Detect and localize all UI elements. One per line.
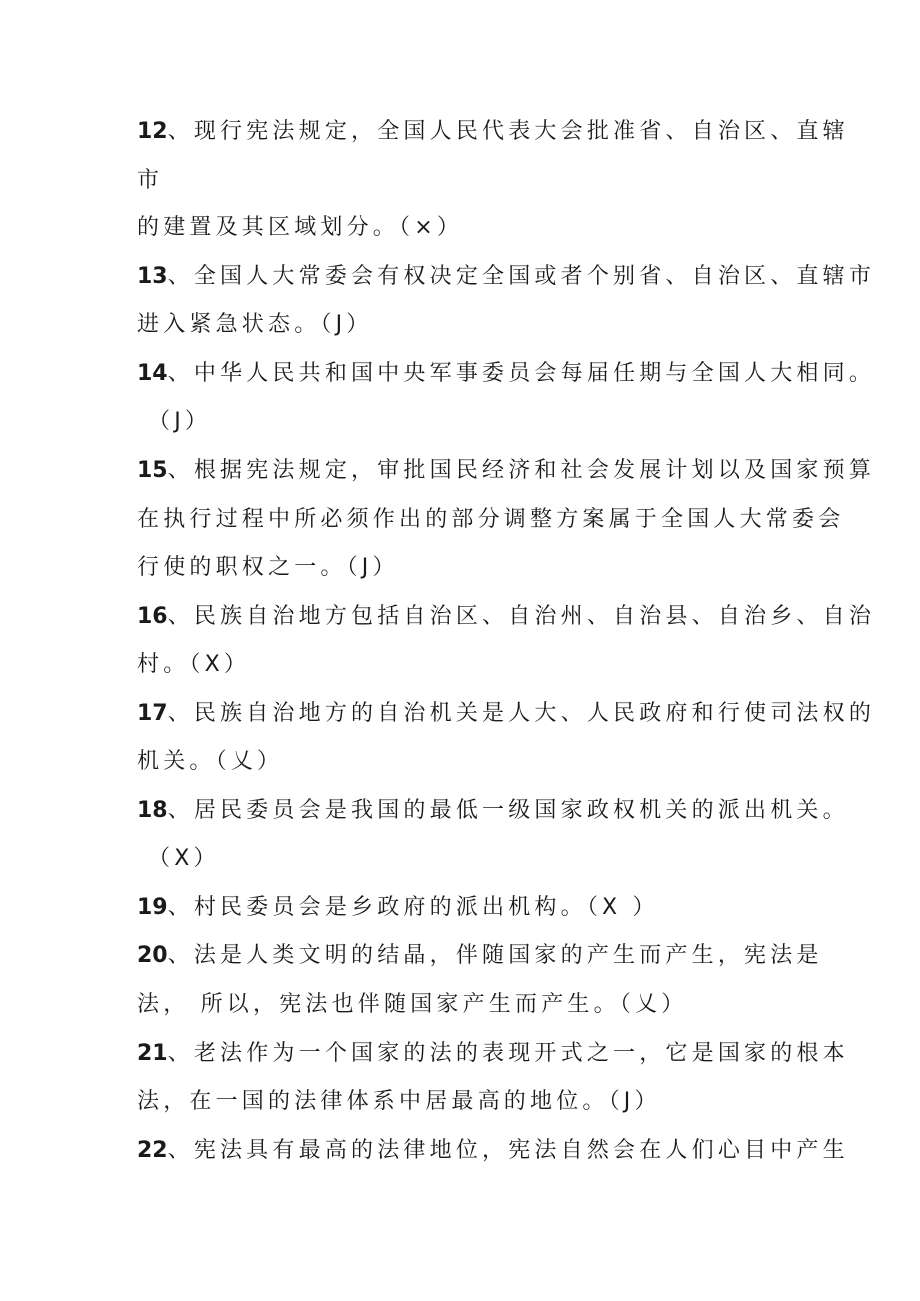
text-line	[137, 747, 283, 777]
text-line	[137, 359, 875, 389]
item-number: 12	[137, 119, 168, 144]
text-line	[148, 407, 211, 437]
item-number: 19	[137, 895, 168, 920]
line-text: 、村民委员会是乡政府的派出机构。（X ）	[167, 895, 659, 920]
line-text: 的建置及其区域划分。（×）	[137, 215, 464, 240]
line-text: 在执行过程中所必须作出的部分调整方案属于全国人大常委会	[137, 507, 845, 532]
text-line	[137, 310, 373, 340]
text-line	[137, 117, 849, 147]
line-text: 、全国人大常委会有权决定全国或者个别省、自治区、直辖市	[167, 264, 876, 289]
line-text: 、民族自治地方的自治机关是人大、人民政府和行使司法权的	[167, 701, 876, 726]
text-line	[137, 990, 687, 1020]
text-line	[137, 941, 823, 971]
text-line	[137, 1087, 661, 1117]
item-number: 16	[137, 604, 168, 629]
item-number: 17	[137, 701, 168, 726]
item-number: 14	[137, 361, 168, 386]
item-number: 22	[137, 1138, 168, 1163]
text-line	[148, 844, 220, 874]
line-text: 法， 所以，宪法也伴随国家产生而产生。（乂）	[137, 992, 688, 1017]
line-text: 、现行宪法规定，全国人民代表大会批准省、自治区、直辖	[167, 119, 849, 144]
line-text: 进入紧急状态。（J）	[137, 312, 373, 337]
text-line	[137, 602, 875, 632]
line-text: 、居民委员会是我国的最低一级国家政权机关的派出机关。	[167, 798, 849, 823]
line-text: 市	[137, 168, 164, 193]
text-line	[137, 456, 875, 486]
line-text: 行使的职权之一。（J）	[137, 555, 399, 580]
line-text: 、法是人类文明的结晶，伴随国家的产生而产生，宪法是	[167, 943, 823, 968]
line-text: 村。（X）	[137, 652, 251, 677]
item-number: 18	[137, 798, 168, 823]
text-line	[137, 505, 844, 535]
item-number: 15	[137, 458, 168, 483]
text-line	[137, 213, 463, 243]
text-line	[137, 262, 875, 292]
line-text: 、根据宪法规定，审批国民经济和社会发展计划以及国家预算	[167, 458, 876, 483]
line-text: （X）	[148, 846, 220, 871]
item-number: 21	[137, 1041, 168, 1066]
text-line	[137, 650, 250, 680]
text-line	[137, 1136, 849, 1166]
line-text: 、民族自治地方包括自治区、自治州、自治县、自治乡、自治	[167, 604, 876, 629]
line-text: 、中华人民共和国中央军事委员会每届任期与全国人大相同。	[167, 361, 876, 386]
text-line	[137, 1039, 849, 1069]
text-line	[137, 893, 659, 923]
line-text: 、老法作为一个国家的法的表现开式之一，它是国家的根本	[167, 1041, 849, 1066]
line-text: （J）	[148, 409, 212, 434]
line-text: 机关。（乂）	[137, 749, 284, 774]
item-number: 20	[137, 943, 168, 968]
text-line	[137, 166, 163, 196]
text-line	[137, 699, 875, 729]
item-number: 13	[137, 264, 168, 289]
line-text: 、宪法具有最高的法律地位，宪法自然会在人们心目中产生	[167, 1138, 849, 1163]
text-line	[137, 553, 399, 583]
text-line	[137, 796, 849, 826]
line-text: 法，在一国的法律体系中居最高的地位。（J）	[137, 1089, 661, 1114]
